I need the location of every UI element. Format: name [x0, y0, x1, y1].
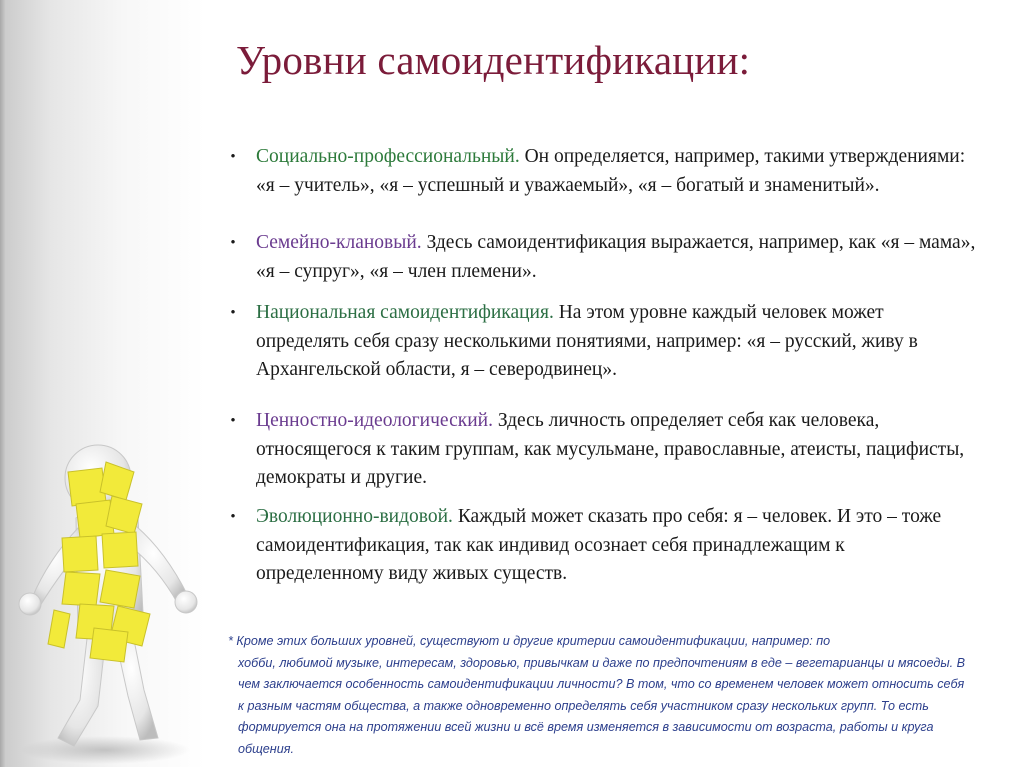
item-lead: Социально-профессиональный. [256, 146, 520, 167]
list-item [226, 503, 976, 589]
levels-list [226, 143, 976, 589]
bullet: • [230, 235, 236, 251]
item-text: Он определяется, например, такими утверждениями: «я – учитель», «я – успешный и уважаемый», «я – богатый и знаменитый». [256, 146, 966, 196]
item-text: На этом уровне каждый человек может определять себя сразу несколькими понятиями, например: «я – русский, живу в Архангельской области, я – северодвинец». [256, 302, 918, 380]
left-panel-edge [0, 0, 6, 767]
bullet: • [230, 305, 236, 321]
slide-title: Уровни самоидентификации: [236, 37, 751, 83]
item-lead: Национальная самоидентификация. [256, 302, 554, 323]
item-text: Здесь личность определяет себя как человека, относящегося к таким группам, как мусульмане, православные, атеисты, пацифисты, демократы и другие. [256, 410, 965, 488]
item-lead: Эволюционно-видовой. [256, 506, 453, 527]
footnote-first-line: * Кроме этих больших уровней, существуют и другие критерии самоидентификации, например: по [228, 634, 831, 648]
list-item [226, 299, 976, 407]
bullet: • [230, 149, 236, 165]
footnote-text: хобби, любимой музыке, интересам, здоровью, привычкам и даже по предпочтениям в еде – вегетарианцы и мясоеды. В чем заключается особенность самоидентификации личности? В том, что со временем человек может относить себя к разным частям общества, а также одновременно определять себя участником сразу нескольких групп. То есть формируется она на протяжении всей жизни и всё время изменяется в зависимости от возраста, работы и круга общения. [238, 655, 965, 756]
item-lead: Ценностно-идеологический. [256, 410, 493, 431]
list-item [226, 143, 976, 229]
bullet: • [230, 509, 236, 525]
list-item [226, 407, 976, 503]
bullet: • [230, 413, 236, 429]
item-text: Каждый может сказать про себя: я – человек. И это – тоже самоидентификация, так как индивид осознает себя принадлежащим к определенному виду живых существ. [256, 506, 942, 584]
person-with-sticky-notes-icon [10, 400, 205, 767]
list-item [226, 229, 976, 299]
footnote [228, 631, 968, 761]
item-text: Здесь самоидентификация выражается, например, как «я – мама», «я – супруг», «я – член племени». [256, 232, 976, 282]
item-lead: Семейно-клановый. [256, 232, 422, 253]
